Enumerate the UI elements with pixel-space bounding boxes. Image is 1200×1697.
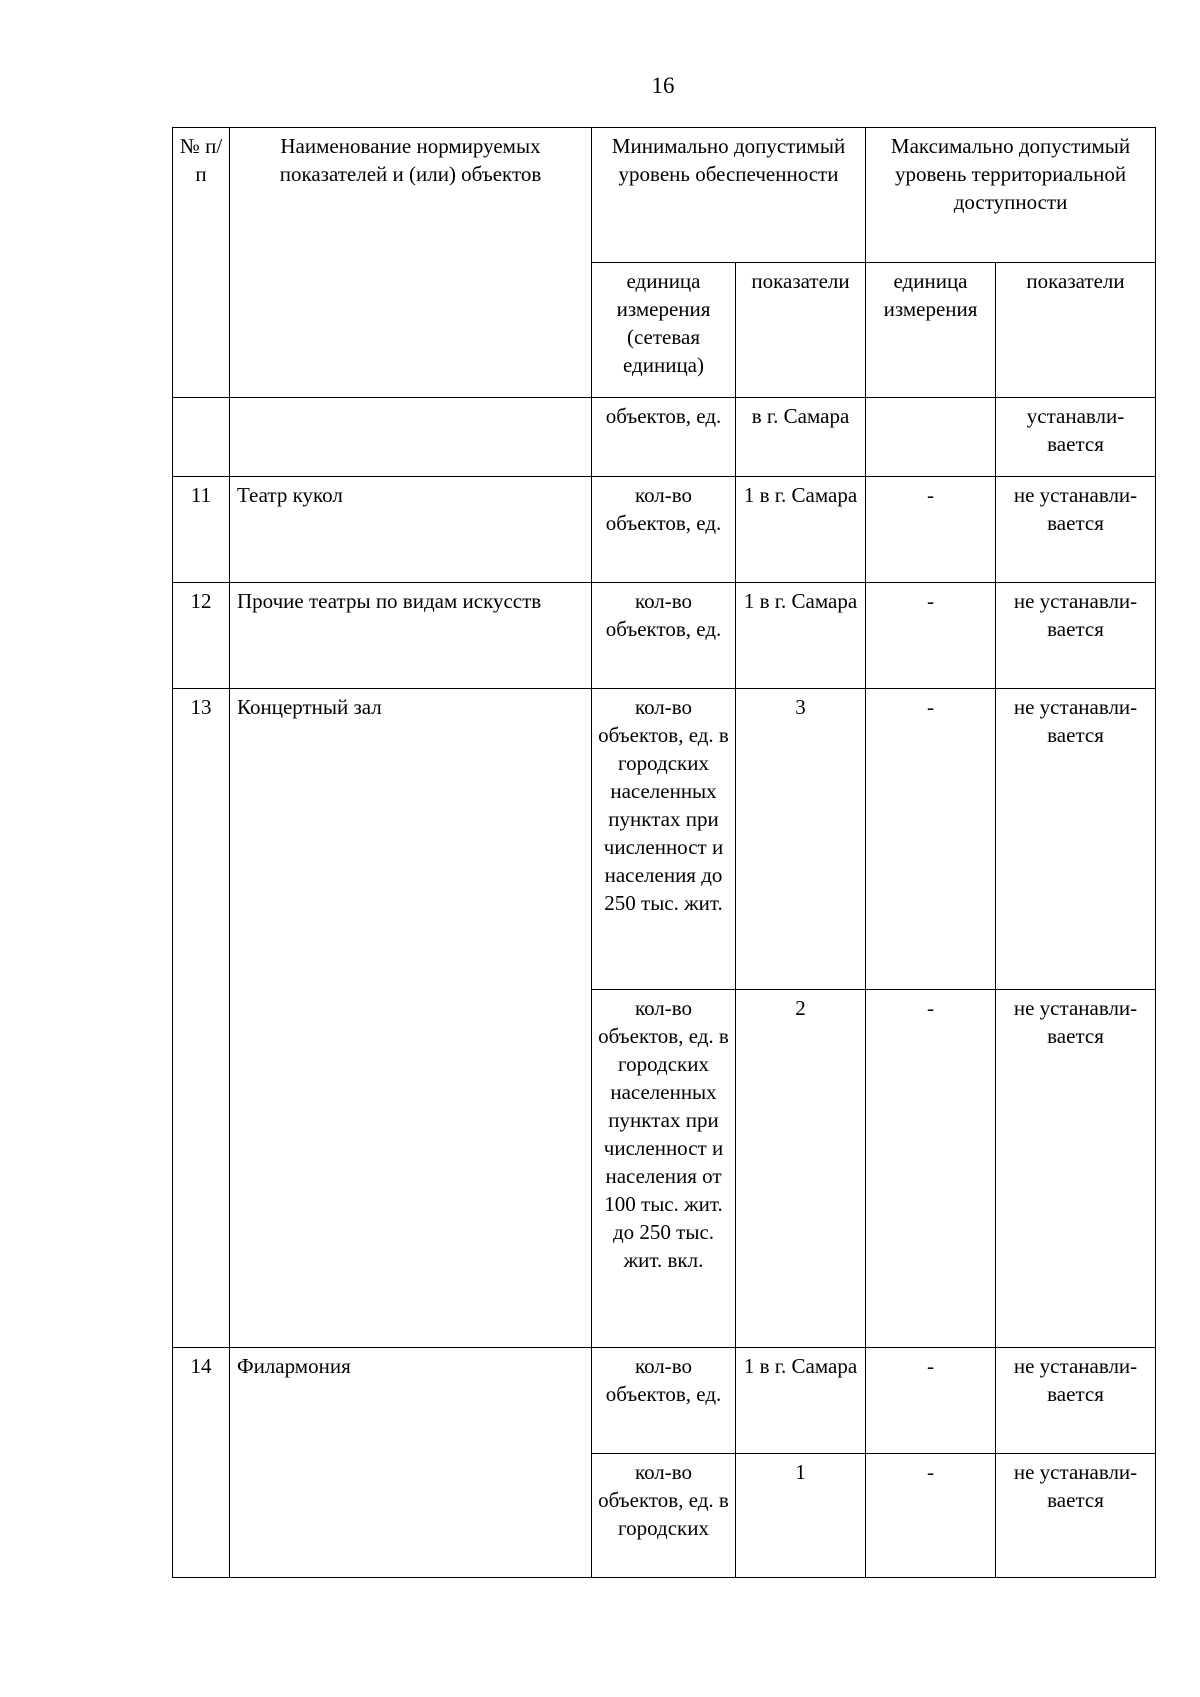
row-min-value: 2 bbox=[736, 990, 866, 1348]
row-max-unit: - bbox=[866, 990, 996, 1348]
table-row bbox=[173, 689, 1156, 990]
row-min-value: 3 bbox=[736, 689, 866, 990]
row-min-unit: кол-во объектов, ед. bbox=[592, 1348, 736, 1454]
header-max-level: Максимально допустимый уровень территориальной доступности bbox=[866, 128, 1156, 263]
row-number: 14 bbox=[173, 1348, 230, 1578]
row-min-value: 1 в г. Самара bbox=[736, 583, 866, 689]
row-max-unit bbox=[866, 398, 996, 477]
row-name: Прочие театры по видам искусств bbox=[230, 583, 592, 689]
row-name bbox=[230, 398, 592, 477]
row-max-value: не устанавли-вается bbox=[996, 1454, 1156, 1578]
header-number: № п/п bbox=[173, 128, 230, 398]
table-row bbox=[173, 398, 1156, 477]
row-max-value: не устанавли-вается bbox=[996, 689, 1156, 990]
row-max-value: не устанавли-вается bbox=[996, 583, 1156, 689]
row-min-unit: кол-во объектов, ед. bbox=[592, 583, 736, 689]
table-row bbox=[173, 583, 1156, 689]
row-max-unit: - bbox=[866, 1348, 996, 1454]
row-min-unit: кол-во объектов, ед. bbox=[592, 477, 736, 583]
row-name: Филармония bbox=[230, 1348, 592, 1578]
row-number: 13 bbox=[173, 689, 230, 1348]
header-min-unit: единица измерения (сетевая единица) bbox=[592, 263, 736, 398]
header-min-level: Минимально допустимый уровень обеспеченности bbox=[592, 128, 866, 263]
row-min-unit: кол-во объектов, ед. в городских населенных пунктах при численност и населения до 250 тыс. жит. bbox=[592, 689, 736, 990]
table-row bbox=[173, 477, 1156, 583]
row-max-unit: - bbox=[866, 689, 996, 990]
row-max-unit: - bbox=[866, 477, 996, 583]
row-number: 11 bbox=[173, 477, 230, 583]
row-max-value: не устанавли-вается bbox=[996, 477, 1156, 583]
row-max-value: устанавли-вается bbox=[996, 398, 1156, 477]
row-max-unit: - bbox=[866, 1454, 996, 1578]
row-min-value: 1 bbox=[736, 1454, 866, 1578]
row-min-value: в г. Самара bbox=[736, 398, 866, 477]
norms-table bbox=[172, 127, 1156, 1578]
row-min-unit: кол-во объектов, ед. в городских bbox=[592, 1454, 736, 1578]
row-min-unit: объектов, ед. bbox=[592, 398, 736, 477]
row-number: 12 bbox=[173, 583, 230, 689]
row-name: Театр кукол bbox=[230, 477, 592, 583]
row-min-value: 1 в г. Самара bbox=[736, 1348, 866, 1454]
header-name: Наименование нормируемых показателей и (или) объектов bbox=[230, 128, 592, 398]
header-min-value: показатели bbox=[736, 263, 866, 398]
row-min-unit: кол-во объектов, ед. в городских населенных пунктах при численност и населения от 100 тыс. жит. до 250 тыс. жит. вкл. bbox=[592, 990, 736, 1348]
row-name: Концертный зал bbox=[230, 689, 592, 1348]
row-max-value: не устанавли-вается bbox=[996, 990, 1156, 1348]
row-min-value: 1 в г. Самара bbox=[736, 477, 866, 583]
header-max-unit: единица измерения bbox=[866, 263, 996, 398]
header-max-value: показатели bbox=[996, 263, 1156, 398]
header-row-1 bbox=[173, 128, 1156, 263]
row-max-unit: - bbox=[866, 583, 996, 689]
row-max-value: не устанавли-вается bbox=[996, 1348, 1156, 1454]
table-row bbox=[173, 1348, 1156, 1454]
page-number: 16 bbox=[651, 73, 675, 98]
row-number bbox=[173, 398, 230, 477]
